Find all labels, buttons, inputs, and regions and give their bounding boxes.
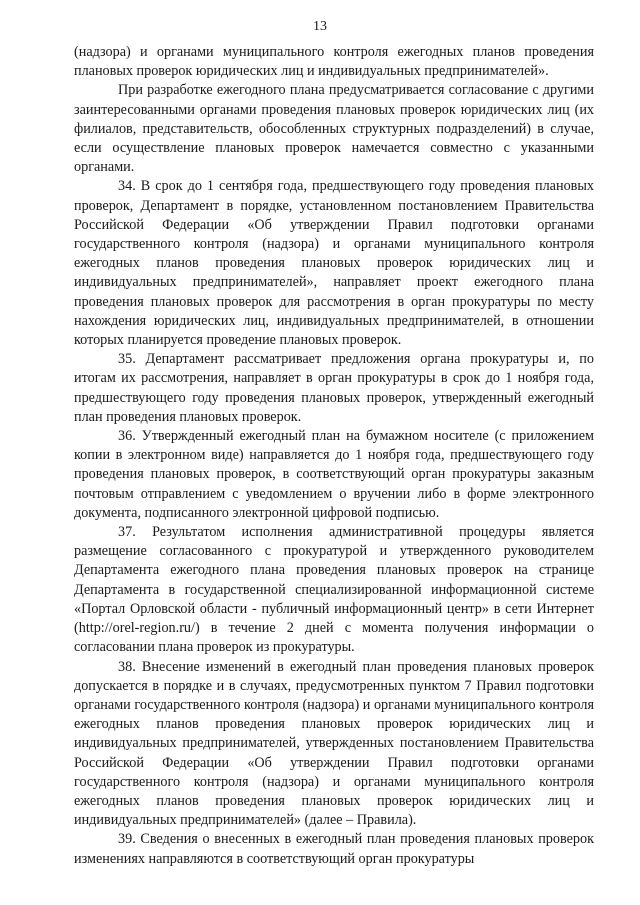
paragraph-37: 37. Результатом исполнения административной процедуры является размещение согласованного с прокуратурой и утвержденного руководителем Департамента ежегодного плана проведения плановых проверок на странице Департамента в государственной специализированной информационной системе «Портал Орловской области - публичный информационный центр» в сети Интернет (http://orel-region.ru/) в течение 2 дней с момента получения информации о согласовании плана проверок из прокуратуры. [74,524,594,656]
page-number: 13 [313,19,327,34]
paragraph-continuation: (надзора) и органами муниципального контроля ежегодных планов проведения плановых проверок юридических лиц и индивидуальных предпринимателей». [74,44,594,80]
paragraph-39: 39. Сведения о внесенных в ежегодный план проведения плановых проверок изменениях направляются в соответствующий орган прокуратуры [74,831,594,867]
paragraph-38: 38. Внесение изменений в ежегодный план проведения плановых проверок допускается в порядке и в случаях, предусмотренных пунктом 7 Правил подготовки органами государственного контроля (надзора) и органами муниципального контроля ежегодных планов проведения плановых проверок юридических лиц и индивидуальных предпринимателей, утвержденных постановлением Правительства Российской Федерации «Об утверждении Правил подготовки органами государственного контроля (надзора) и органами муниципального контроля ежегодных планов проведения плановых проверок юридических лиц и индивидуальных предпринимателей» (далее – Правила). [74,658,594,829]
document-body [74,43,594,869]
paragraph-35: 35. Департамент рассматривает предложения органа прокуратуры и, по итогам их рассмотрения, направляет в орган прокуратуры в срок до 1 ноября года, предшествующего году проведения плановых проверок, утвержденный ежегодный план проведения плановых проверок. [74,351,594,425]
paragraph-36: 36. Утвержденный ежегодный план на бумажном носителе (с приложением копии в электронном виде) направляется до 1 ноября года, предшествующего году проведения плановых проверок, в соответствующий орган прокуратуры заказным почтовым отправлением с уведомлением о вручении либо в форме электронного документа, подписанного электронной цифровой подписью. [74,428,594,521]
paragraph-coordination: При разработке ежегодного плана предусматривается согласование с другими заинтересованными органами проведения плановых проверок юридических лиц (их филиалов, представительств, обособленных структурных подразделений) в случае, если осуществление плановых проверок намечается совместно с указанными органами. [74,82,594,176]
paragraph-34: 34. В срок до 1 сентября года, предшествующего году проведения плановых проверок, Департамент в порядке, установленном постановлением Правительства Российской Федерации «Об утверждении Правил подготовки органами государственного контроля (надзора) и органами муниципального контроля ежегодных планов проведения плановых проверок юридических лиц и индивидуальных предпринимателей», направляет проект ежегодного плана проведения плановых проверок для рассмотрения в орган прокуратуры по месту нахождения юридических лиц, индивидуальных предпринимателей, в отношении которых планируется проведение плановых проверок. [74,178,594,349]
